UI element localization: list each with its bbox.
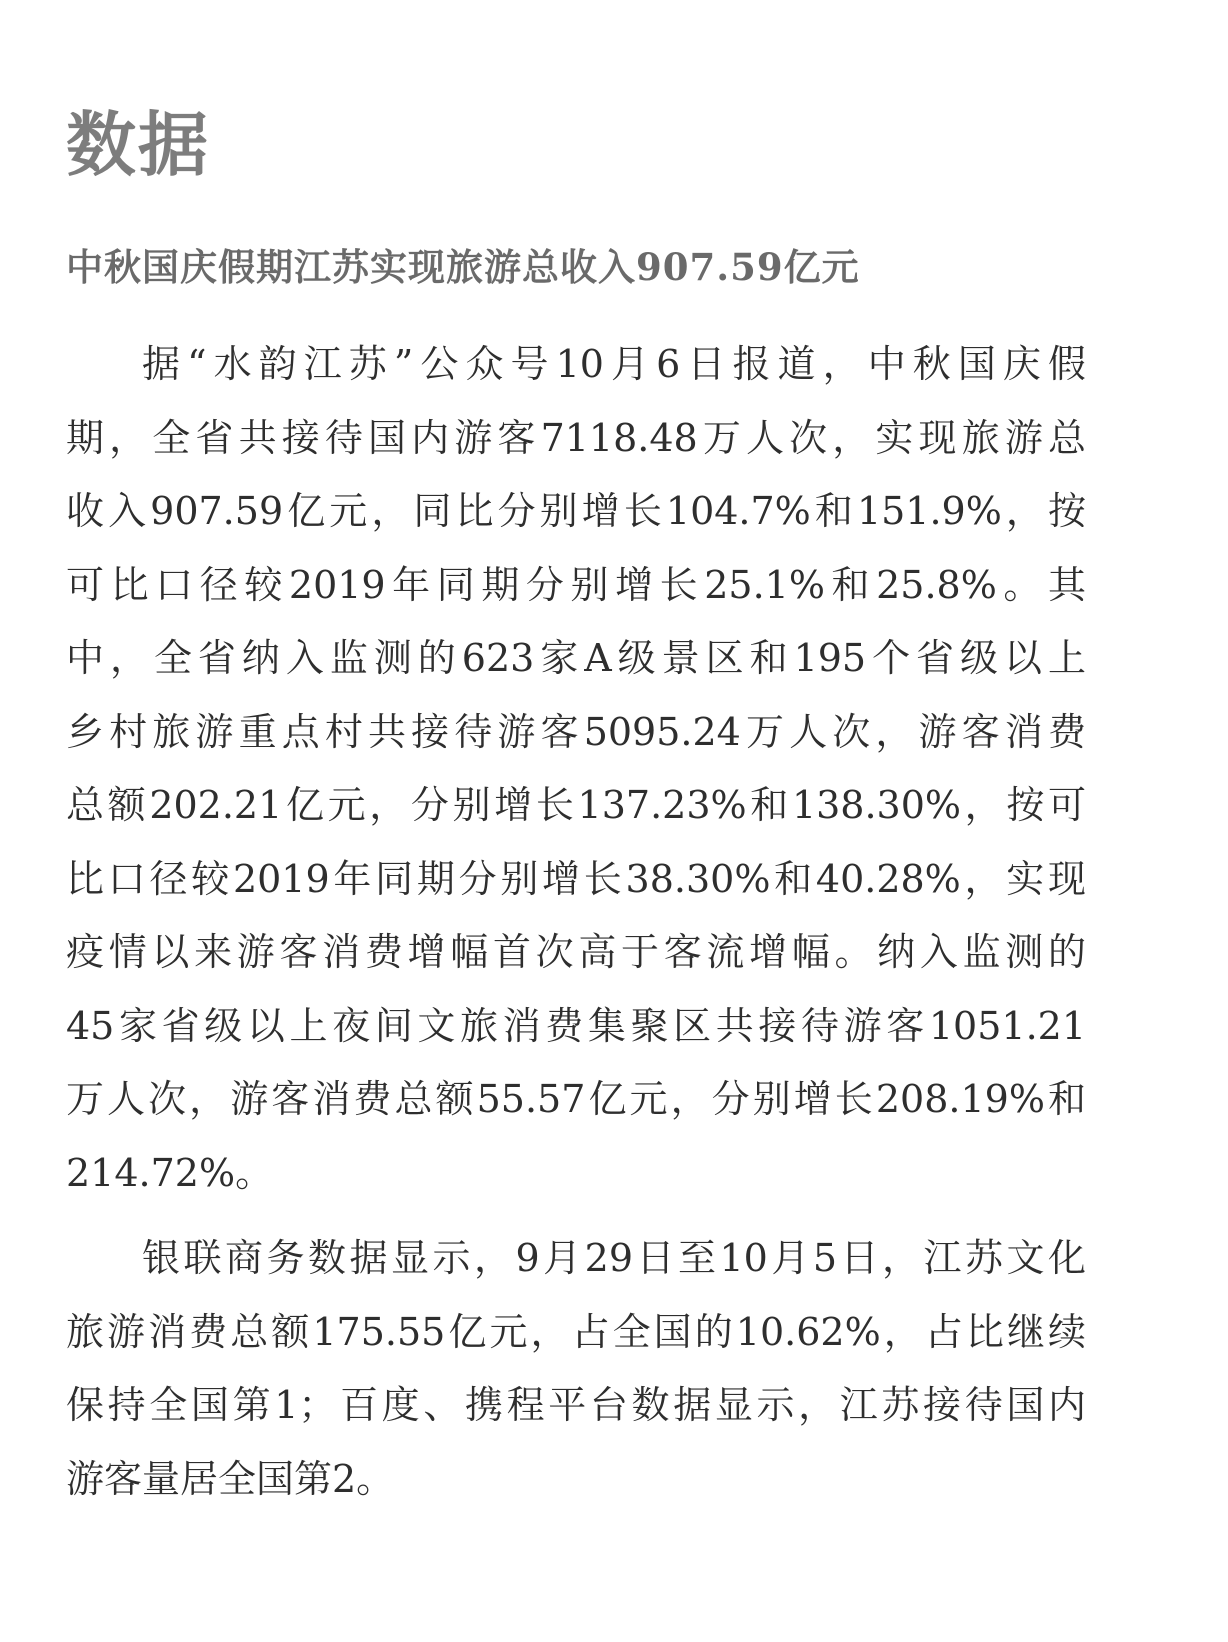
paragraph-1-line: 45家省级以上夜间文旅消费集聚区共接待游客1051.21 bbox=[66, 1003, 1086, 1048]
paragraph-1-line: 据“水韵江苏”公众号10月6日报道，中秋国庆假 bbox=[142, 342, 1086, 386]
paragraph-1-line: 万人次，游客消费总额55.57亿元，分别增长208.19%和 bbox=[66, 1077, 1086, 1121]
paragraph-1-line: 乡村旅游重点村共接待游客5095.24万人次，游客消费 bbox=[66, 709, 1086, 754]
paragraph-1-line: 收入907.59亿元，同比分别增长104.7%和151.9%，按 bbox=[66, 489, 1086, 533]
paragraph-1-line: 214.72%。 bbox=[66, 1150, 274, 1195]
paragraph-1-line: 疫情以来游客消费增幅首次高于客流增幅。纳入监测的 bbox=[66, 930, 1086, 974]
article-body bbox=[66, 334, 1086, 1522]
section-title: 数据 bbox=[66, 104, 210, 186]
article-headline: 中秋国庆假期江苏实现旅游总收入907.59亿元 bbox=[66, 245, 860, 289]
paragraph-2-line: 旅游消费总额175.55亿元，占全国的10.62%，占比继续 bbox=[66, 1309, 1086, 1354]
paragraph-1-line: 总额202.21亿元，分别增长137.23%和138.30%，按可 bbox=[66, 783, 1086, 827]
paragraph-1-line: 可比口径较2019年同期分别增长25.1%和25.8%。其 bbox=[66, 562, 1086, 607]
paragraph-1-line: 中，全省纳入监测的623家A级景区和195个省级以上 bbox=[66, 636, 1086, 680]
paragraph-2-line: 保持全国第1；百度、携程平台数据显示，江苏接待国内 bbox=[66, 1383, 1086, 1427]
paragraph-2-line: 银联商务数据显示，9月29日至10月5日，江苏文化 bbox=[142, 1236, 1086, 1280]
paragraph-1-line: 比口径较2019年同期分别增长38.30%和40.28%，实现 bbox=[66, 856, 1086, 901]
paragraph-spacer bbox=[66, 1216, 1086, 1228]
paragraph-1-line: 期，全省共接待国内游客7118.48万人次，实现旅游总 bbox=[66, 415, 1086, 460]
paragraph-2-line: 游客量居全国第2。 bbox=[66, 1456, 395, 1501]
